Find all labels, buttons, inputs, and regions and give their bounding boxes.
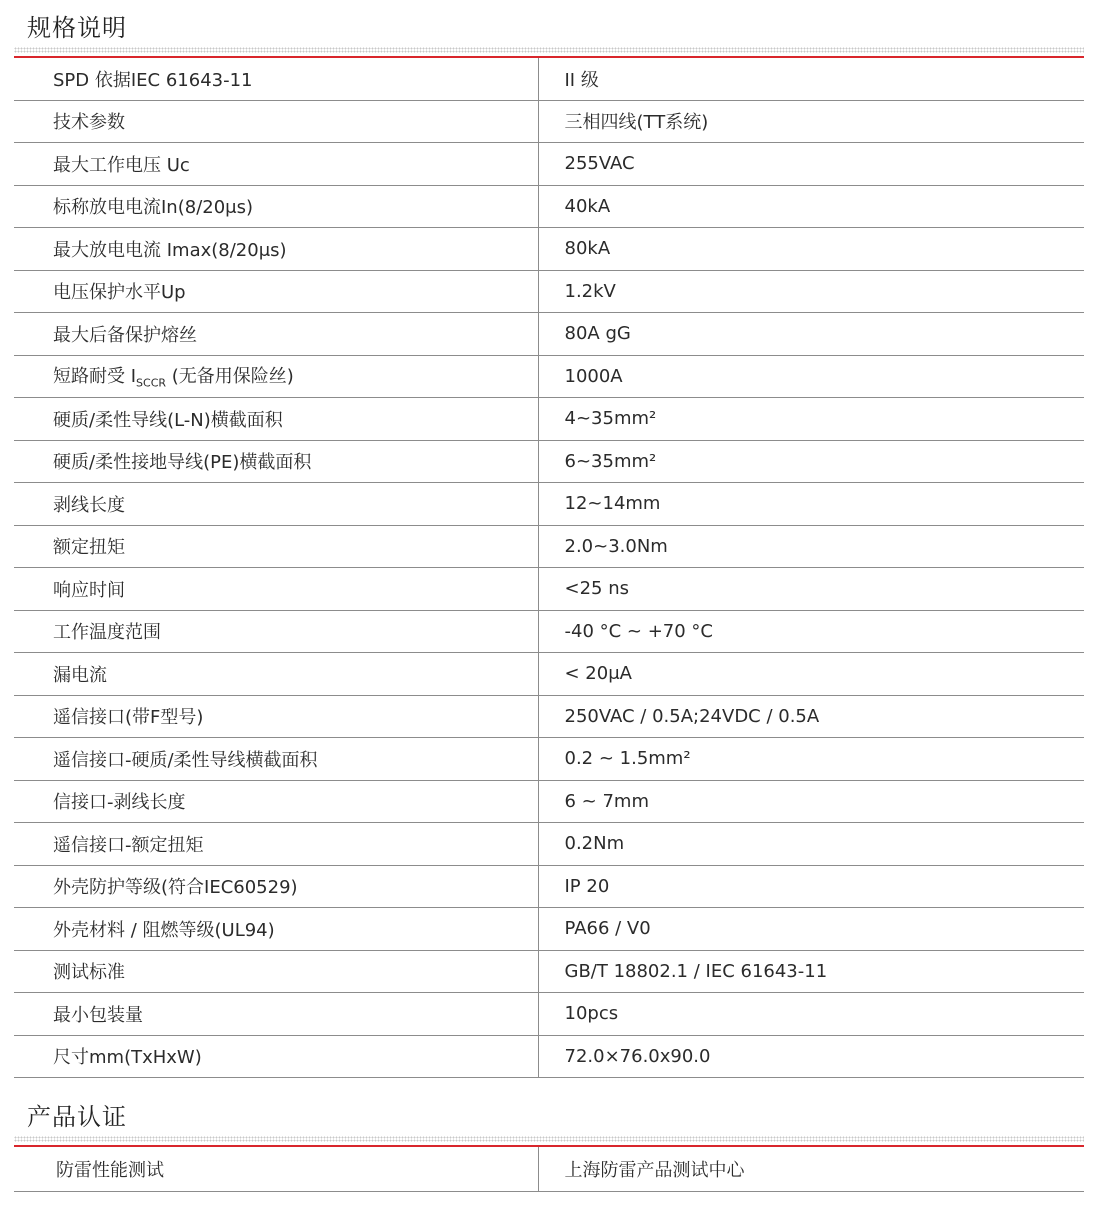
spec-label: 硬质/柔性接地导线(PE)横截面积 bbox=[14, 440, 538, 483]
table-row bbox=[14, 313, 1084, 356]
spec-label: 漏电流 bbox=[14, 653, 538, 696]
spec-value: 80kA bbox=[538, 228, 1084, 271]
spec-label: 尺寸mm(TxHxW) bbox=[14, 1035, 538, 1078]
table-row bbox=[14, 653, 1084, 696]
spec-value: II 级 bbox=[538, 58, 1084, 100]
spec-value: 6 ~ 7mm bbox=[538, 780, 1084, 823]
table-row bbox=[14, 58, 1084, 100]
spec-label: 信接口-剥线长度 bbox=[14, 780, 538, 823]
spec-label: 技术参数 bbox=[14, 100, 538, 143]
spec-label: 外壳材料 / 阻燃等级(UL94) bbox=[14, 908, 538, 951]
table-row bbox=[14, 1147, 1084, 1192]
spec-value: 255VAC bbox=[538, 143, 1084, 186]
spec-value: 250VAC / 0.5A;24VDC / 0.5A bbox=[538, 695, 1084, 738]
spec-label: 外壳防护等级(符合IEC60529) bbox=[14, 865, 538, 908]
table-row bbox=[14, 950, 1084, 993]
table-row bbox=[14, 440, 1084, 483]
spec-value: 40kA bbox=[538, 185, 1084, 228]
spec-label-sccr bbox=[14, 355, 538, 398]
spec-label: 响应时间 bbox=[14, 568, 538, 611]
dotted-divider bbox=[14, 47, 1084, 53]
spec-value: 4~35mm² bbox=[538, 398, 1084, 441]
specifications-table bbox=[14, 58, 1084, 1078]
spec-value: 10pcs bbox=[538, 993, 1084, 1036]
table-row bbox=[14, 610, 1084, 653]
spec-label: 最大后备保护熔丝 bbox=[14, 313, 538, 356]
spec-label: 剥线长度 bbox=[14, 483, 538, 526]
spec-value: <25 ns bbox=[538, 568, 1084, 611]
spec-value: PA66 / V0 bbox=[538, 908, 1084, 951]
spec-value: 80A gG bbox=[538, 313, 1084, 356]
table-row bbox=[14, 228, 1084, 271]
spec-value: -40 °C ~ +70 °C bbox=[538, 610, 1084, 653]
certification-title: 产品认证 bbox=[27, 1103, 127, 1131]
table-row bbox=[14, 483, 1084, 526]
specifications-title: 规格说明 bbox=[27, 14, 127, 42]
spec-label: 遥信接口(带F型号) bbox=[14, 695, 538, 738]
certification-table bbox=[14, 1147, 1084, 1192]
spec-label: 电压保护水平Up bbox=[14, 270, 538, 313]
table-row bbox=[14, 143, 1084, 186]
table-row bbox=[14, 908, 1084, 951]
spec-value: 72.0×76.0x90.0 bbox=[538, 1035, 1084, 1078]
table-row bbox=[14, 398, 1084, 441]
spec-value: GB/T 18802.1 / IEC 61643-11 bbox=[538, 950, 1084, 993]
spec-label: 标称放电电流In(8/20μs) bbox=[14, 185, 538, 228]
table-row bbox=[14, 1035, 1084, 1078]
sccr-label-main: 短路耐受 I bbox=[53, 366, 137, 388]
spec-label: 硬质/柔性导线(L-N)横截面积 bbox=[14, 398, 538, 441]
dotted-divider bbox=[14, 1136, 1084, 1142]
spec-label: 遥信接口-硬质/柔性导线横截面积 bbox=[14, 738, 538, 781]
spec-value: 1.2kV bbox=[538, 270, 1084, 313]
table-row bbox=[14, 780, 1084, 823]
table-row bbox=[14, 355, 1084, 398]
spec-value: 1000A bbox=[538, 355, 1084, 398]
cert-label: 防雷性能测试 bbox=[14, 1147, 538, 1192]
table-row bbox=[14, 100, 1084, 143]
spec-value: 12~14mm bbox=[538, 483, 1084, 526]
spec-value: 0.2 ~ 1.5mm² bbox=[538, 738, 1084, 781]
cert-value: 上海防雷产品测试中心 bbox=[538, 1147, 1084, 1192]
spec-label: 工作温度范围 bbox=[14, 610, 538, 653]
spec-label: 测试标准 bbox=[14, 950, 538, 993]
table-row bbox=[14, 738, 1084, 781]
table-row bbox=[14, 270, 1084, 313]
spec-value: 6~35mm² bbox=[538, 440, 1084, 483]
spec-value: < 20μA bbox=[538, 653, 1084, 696]
table-row bbox=[14, 695, 1084, 738]
sccr-subscript: SCCR bbox=[136, 377, 167, 391]
table-row bbox=[14, 185, 1084, 228]
table-row bbox=[14, 823, 1084, 866]
table-row bbox=[14, 525, 1084, 568]
spec-label: 额定扭矩 bbox=[14, 525, 538, 568]
spec-label: 最小包装量 bbox=[14, 993, 538, 1036]
spec-value: 2.0~3.0Nm bbox=[538, 525, 1084, 568]
spec-value: IP 20 bbox=[538, 865, 1084, 908]
spec-value: 三相四线(TT系统) bbox=[538, 100, 1084, 143]
spec-label: 最大放电电流 Imax(8/20μs) bbox=[14, 228, 538, 271]
sccr-label-tail: (无备用保险丝) bbox=[166, 366, 294, 388]
table-row bbox=[14, 865, 1084, 908]
certification-section bbox=[0, 1090, 1098, 1210]
spec-label: 最大工作电压 Uc bbox=[14, 143, 538, 186]
spec-label: 遥信接口-额定扭矩 bbox=[14, 823, 538, 866]
table-row bbox=[14, 993, 1084, 1036]
spec-value: 0.2Nm bbox=[538, 823, 1084, 866]
table-row bbox=[14, 568, 1084, 611]
spec-label: SPD 依据IEC 61643-11 bbox=[14, 58, 538, 100]
